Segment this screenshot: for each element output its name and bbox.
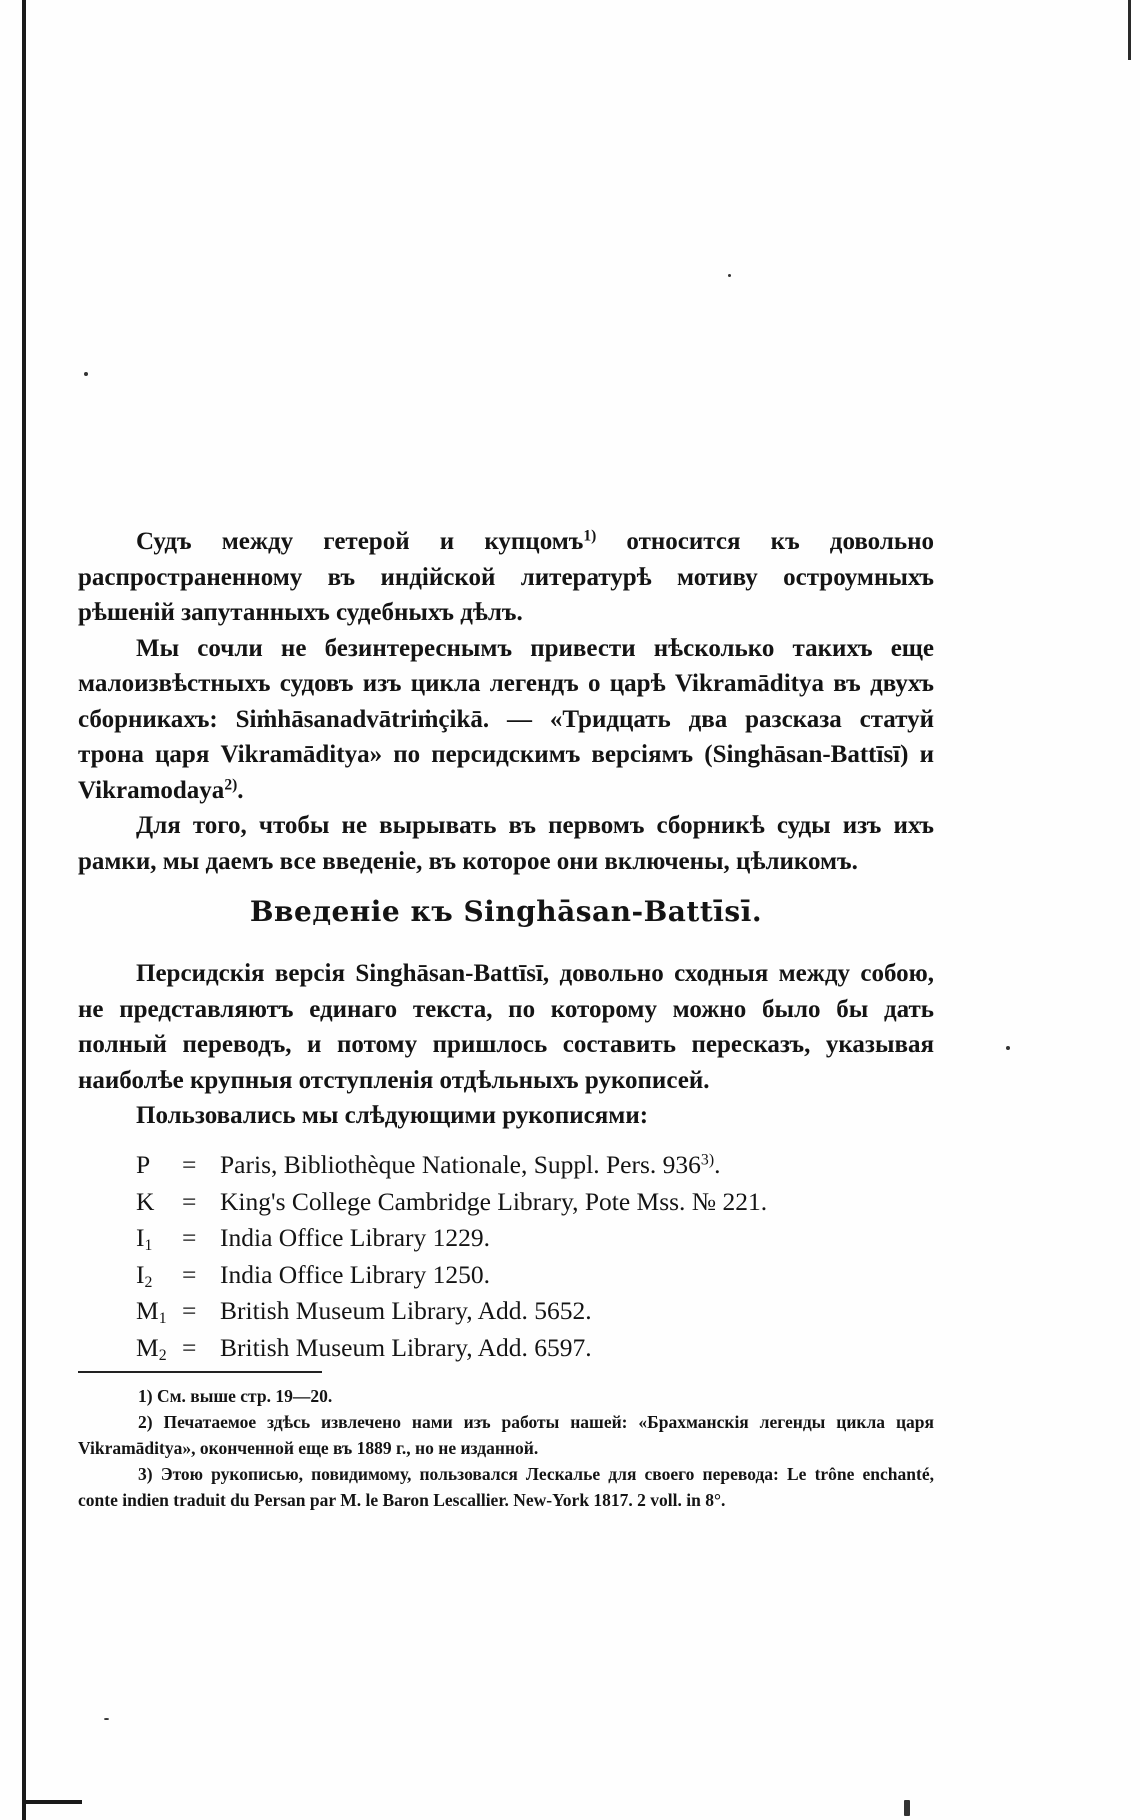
section-paragraph-1: Персидскія версія Singhāsan-Battīsī, довольно сходныя между собою, не представляютъ единаго текста, по которому можно было бы дать полный переводъ, и потому пришлось составить пересказъ, указывая наиболѣе крупныя отступленія отдѣльныхъ рукописей. bbox=[78, 960, 934, 1094]
footnote-ref-2: 2) bbox=[224, 775, 238, 793]
footnote-3: 3) Этою рукописью, повидимому, пользовался Лескалье для своего перевода: Le trône enchanté, conte indien traduit du Persan par M. le Baron Lescallier. New-York 1817. 2 voll. in 8°. bbox=[78, 1464, 934, 1510]
page-edge-bottom bbox=[22, 1800, 82, 1804]
manuscript-item: $I_1$ = India Office Library 1229. bbox=[136, 1220, 767, 1257]
manuscript-description: Paris, Bibliothèque Nationale, Suppl. Pers. 936$^{3)}$. bbox=[220, 1150, 721, 1179]
manuscript-siglum: K bbox=[136, 1186, 155, 1216]
scan-speck bbox=[728, 274, 731, 277]
intro-block bbox=[78, 524, 934, 879]
manuscript-siglum: $I_2$ bbox=[136, 1259, 153, 1291]
manuscript-siglum: $M_2$ bbox=[136, 1332, 167, 1364]
manuscript-item: P = Paris, Bibliothèque Nationale, Suppl. Pers. 936$^{3)}$. bbox=[136, 1147, 767, 1184]
manuscript-item: K = King's College Cambridge Library, Pote Mss. № 221. bbox=[136, 1184, 767, 1221]
manuscript-description: King's College Cambridge Library, Pote Mss. № 221. bbox=[220, 1186, 768, 1216]
manuscript-list bbox=[136, 1147, 767, 1366]
manuscript-description: India Office Library 1250. bbox=[220, 1259, 491, 1289]
scan-speck bbox=[904, 1800, 910, 1816]
scan-speck bbox=[84, 372, 88, 376]
intro-paragraph-2: Мы сочли не безинтереснымъ привести нѣсколько такихъ еще малоизвѣстныхъ судовъ изъ цикла легендъ о царѣ Vikramāditya въ двухъ сборникахъ: Siṁhāsanadvātriṁçikā. — «Тридцать два разсказа статуй трона царя Vikramāditya» по персидскимъ версіямъ (Singhāsan-Battīsī) и Vikramodaya$^{2)}$. bbox=[78, 634, 934, 804]
manuscript-item: $M_1$ = British Museum Library, Add. 5652. bbox=[136, 1293, 767, 1330]
manuscript-siglum: P bbox=[136, 1150, 151, 1179]
intro-paragraph-1: Судъ между гетерой и купцомъ$^{1)}$ относится къ довольно распространенному въ индійской литературѣ мотиву остроумныхъ рѣшеній запутанныхъ судебныхъ дѣлъ. bbox=[78, 527, 934, 626]
page-edge-left bbox=[22, 0, 26, 1820]
manuscript-item: $I_2$ = India Office Library 1250. bbox=[136, 1257, 767, 1294]
manuscript-siglum: $I_1$ bbox=[136, 1223, 153, 1254]
manuscript-description: India Office Library 1229. bbox=[220, 1223, 491, 1252]
section-block bbox=[78, 956, 934, 1134]
footnote-1: 1) См. выше стр. 19—20. bbox=[138, 1386, 333, 1406]
footnote-ref-1: 1) bbox=[583, 527, 597, 545]
manuscript-siglum: $M_1$ bbox=[136, 1296, 167, 1327]
manuscript-description: British Museum Library, Add. 6597. bbox=[220, 1332, 592, 1362]
footnote-2: 2) Печатаемое здѣсь извлечено нами изъ работы нашей: «Брахманскія легенды цикла царя Vikramāditya», оконченной еще въ 1889 г., но не изданной. bbox=[78, 1412, 934, 1458]
footnotes bbox=[78, 1383, 934, 1513]
section-paragraph-2: Пользовались мы слѣдующими рукописями: bbox=[136, 1102, 649, 1129]
footnote-divider bbox=[78, 1371, 322, 1373]
manuscript-item: $M_2$ = British Museum Library, Add. 6597. bbox=[136, 1330, 767, 1367]
intro-paragraph-3: Для того, чтобы не вырывать въ первомъ сборникѣ суды изъ ихъ рамки, мы даемъ все введеніе, въ которое они включены, цѣликомъ. bbox=[78, 812, 934, 875]
page-edge-right bbox=[1128, 0, 1131, 60]
manuscript-description: British Museum Library, Add. 5652. bbox=[220, 1296, 592, 1325]
scan-speck bbox=[1006, 1046, 1010, 1050]
footnote-ref-3: 3) bbox=[700, 1151, 715, 1169]
scan-speck bbox=[104, 1718, 109, 1720]
section-heading: Введеніе къ Singhāsan-Battīsī. bbox=[249, 895, 763, 928]
